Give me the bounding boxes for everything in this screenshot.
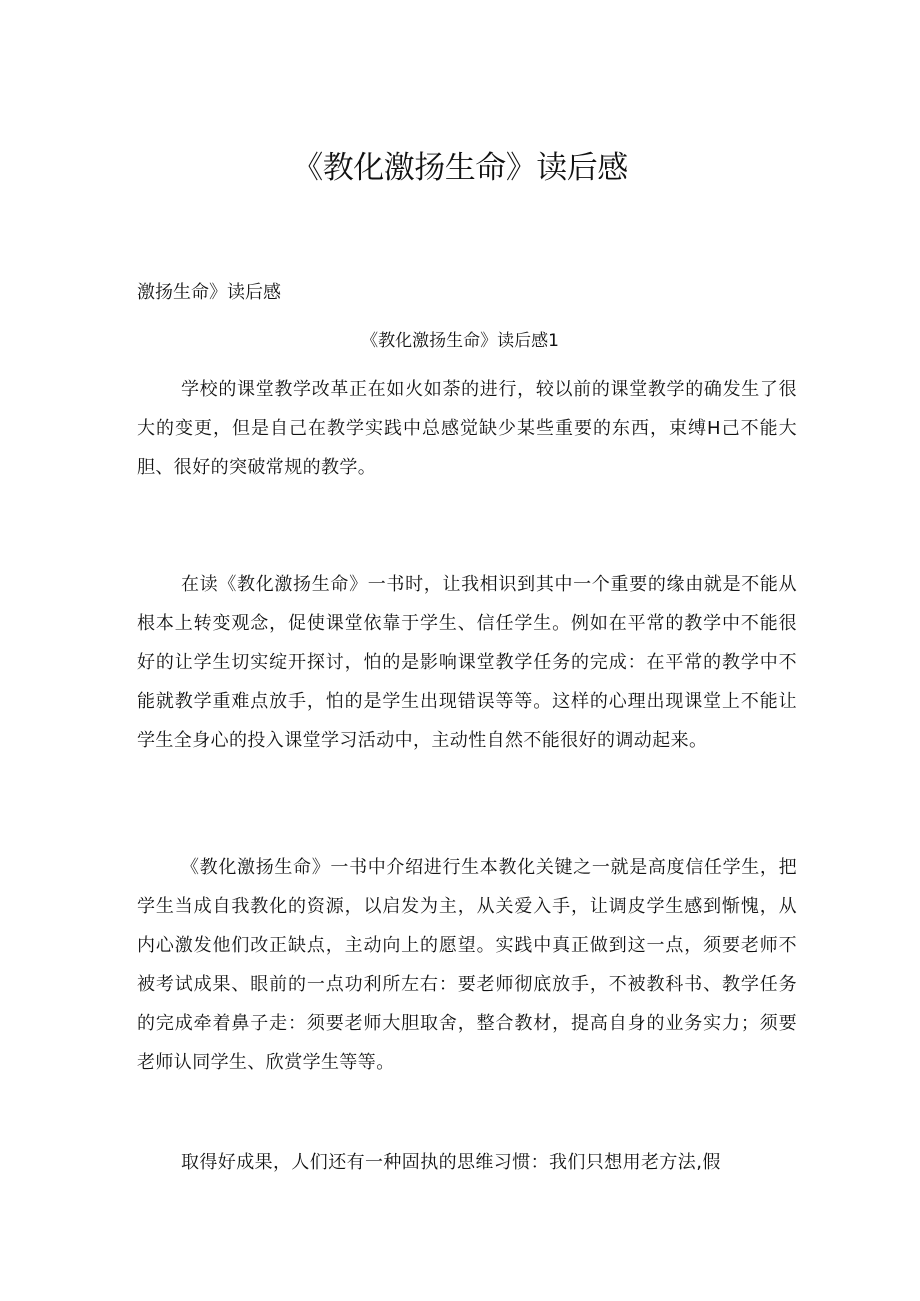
- paragraph-2: 在读《教化激扬生命》一书时，让我相识到其中一个重要的缘由就是不能从根本上转变观念，促使课堂依靠于学生、信任学生。例如在平常的教学中不能很好的让学生切实绽开探讨，怕的是影响课堂教学任务的完成：在平常的教学中不能就教学重难点放手，怕的是学生出现错误等等。这样的心理出现课堂上不能让学生全身心的投入课堂学习活动中，主动性自然不能很好的调动起来。: [137, 574, 797, 751]
- document-subheading: 激扬生命》读后感: [137, 282, 281, 303]
- document-title: 《教化激扬生命》读后感: [292, 150, 628, 186]
- section-title: 《教化激扬生命》读后感1: [361, 331, 559, 351]
- paragraph-1: 学校的课堂教学改革正在如火如荼的进行，较以前的课堂教学的确发生了很大的变更，但是自己在教学实践中总感觉缺少某些重要的东西，束缚H己不能大胆、很好的突破常规的教学。: [137, 379, 797, 478]
- paragraph-3: 《教化激扬生命》一书中介绍进行生本教化关键之一就是高度信任学生，把学生当成自我教化的资源，以启发为主，从关爱入手，让调皮学生感到惭愧，从内心激发他们改正缺点，主动向上的愿望。实践中真正做到这一点，须要老师不被考试成果、眼前的一点功利所左右：要老师彻底放手，不被教科书、教学任务的完成牵着鼻子走：须要老师大胆取舍，整合教材，提高自身的业务实力；须要老师认同学生、欣赏学生等等。: [137, 857, 797, 1073]
- paragraph-4: 取得好成果，人们还有一种固执的思维习惯：我们只想用老方法,假: [181, 1152, 721, 1173]
